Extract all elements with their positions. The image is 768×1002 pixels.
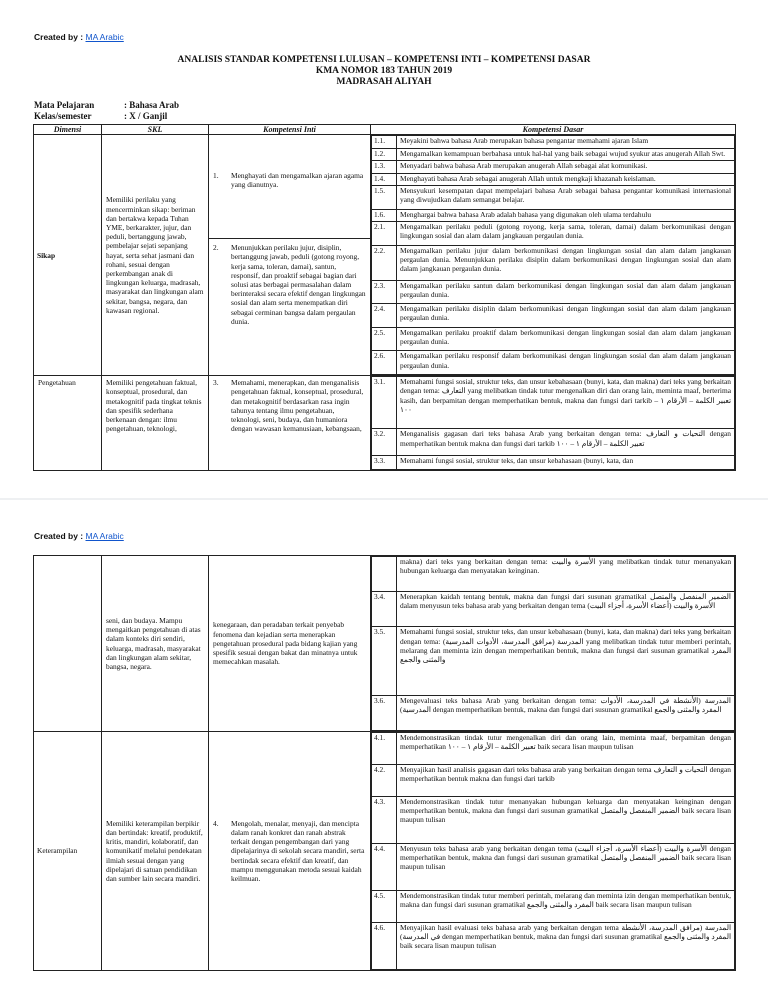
kd-text: Mengamalkan perilaku santun dalam berkomunikasi dengan lingkungan sosial dan alam dalam jangkauan pergaulan dunia.	[397, 280, 735, 304]
kd-number: 2.2.	[372, 245, 397, 280]
kd-number: 4.2.	[372, 764, 397, 796]
subject-meta	[34, 100, 179, 122]
ki-text: Menunjukkan perilaku jujur, disiplin, bertanggung jawab, peduli (gotong royong, kerja sama, toleran, damai), santun, responsif, dan proaktif sebagai bagian dari solusi atas berbagai permasalahan dalam berinteraksi secara efektif dengan lingkungan sosial dan alam serta menempatkan diri sebagai cerminan bangsa dalam pergaulan dunia.	[231, 243, 366, 326]
kd-number: 3.5.	[372, 627, 397, 696]
skl-cell: Memiliki perilaku yang mencerminkan sikap: beriman dan bertakwa kepada Tuhan YME, berkarakter, jujur, dan peduli, bertanggung jawab, pembelajar sejati sepanjang hayat, serta sehat jasmani dan rohani, sesuai dengan perkembangan anak di lingkungan keluarga, madrasah, masyarakat dan lingkungan alam sekitar, bangsa, negara, dan kawasan regional.	[102, 135, 209, 376]
kd-row	[372, 627, 735, 696]
kd-text: Mensyukuri kesempatan dapat mempelajari bahasa Arab sebagai bahasa pengantar komunikasi internasional yang diwujudkan dalam semangat belajar.	[397, 185, 735, 209]
kd-number: 2.6.	[372, 351, 397, 375]
skl-cell: Memiliki pengetahuan faktual, konseptual, prosedural, dan metakognitif pada tingkat teknis dan spesifik sederhana berkenaan dengan: ilmu pengetahuan, teknologi,	[102, 376, 209, 471]
kd-text: Mendemonstrasikan tindak tutur menanyakan hubungan keluarga dan menyatakan keinginan dengan memperhatikan bentuk, makna dan fungsi dari susunan gramatikal الضمير المنفصل والمتصل baik secara lisan maupun tulisan	[397, 796, 735, 843]
skl-cell: Memiliki keterampilan berpikir dan bertindak: kreatif, produktif, kritis, mandiri, kolaboratif, dan komunikatif melalui pendekatan ilmiah sesuai dengan yang dipelajari di satuan pendidikan dan sumber lain secara mandiri.	[102, 732, 209, 971]
col-header-skl: SKL	[102, 125, 209, 135]
kd-text: Mengamalkan perilaku responsif dalam berkomunikasi dengan lingkungan sosial dan alam dalam jangkauan pergaulan dunia.	[397, 351, 735, 375]
ki-4	[213, 819, 366, 883]
kd-cell	[371, 135, 736, 376]
kd-row	[372, 843, 735, 890]
kd-number: 1.4.	[372, 173, 397, 185]
pengetahuan-row	[34, 376, 736, 471]
ki-number: 2.	[213, 243, 219, 253]
competency-table-2	[33, 555, 736, 971]
kd-number: 3.1.	[372, 377, 397, 429]
kd-number: 1.2.	[372, 148, 397, 160]
kd-text: Mengamalkan perilaku jujur dalam berkomunikasi dengan lingkungan sosial dan alam dalam jangkauan pergaulan dunia. Menunjukkan perilaku disiplin dalam berkomunikasi dengan lingkungan sosial dan alam dalam jangkauan pergaulan dunia.	[397, 245, 735, 280]
kd-text: Memahami fungsi sosial, struktur teks, dan unsur kebahasaan (bunyi, kata, dan	[397, 456, 735, 470]
kd-number: 1.6.	[372, 209, 397, 221]
kd-text: Meyakini bahwa bahasa Arab merupakan bahasa pengantar memahami ajaran Islam	[397, 136, 735, 148]
kd-row	[372, 280, 735, 304]
ki-cell: kenegaraan, dan peradaban terkait penyebab fenomena dan kejadian serta menerapkan pengetahuan prosedural pada bidang kajian yang spesifik sesuai dengan bakat dan minatnya untuk memecahkan masalah.	[209, 556, 371, 732]
ki-text: Memahami, menerapkan, dan menganalisis pengetahuan faktual, konseptual, prosedural, dan metakognitif berdasarkan rasa ingin tahunya tentang ilmu pengetahuan, teknologi, seni, budaya, dan humaniora dengan wawasan kemanusiaan, kebangsaan,	[231, 378, 364, 434]
kd-cell	[371, 376, 736, 471]
kd-row	[372, 592, 735, 627]
kd-number: 1.3.	[372, 161, 397, 173]
table-header-row	[34, 125, 736, 135]
kd-row	[372, 922, 735, 969]
kd-number: 4.4.	[372, 843, 397, 890]
document-header	[0, 55, 768, 88]
kd-text: makna) dari teks yang berkaitan dengan tema: الأسرة والبيت yang melibatkan tindak tutur menanyakan hubungan keluarga dan menyatakan keinginan.	[397, 557, 735, 592]
kd-row	[372, 304, 735, 328]
header-regulation: KMA NOMOR 183 TAHUN 2019	[315, 66, 453, 76]
kd-row	[372, 796, 735, 843]
created-by-line	[34, 531, 124, 541]
ki-cell	[209, 732, 371, 971]
kd-text: Memahami fungsi sosial, struktur teks, dan unsur kebahasaan (bunyi, kata, dan makna) dari teks yang berkaitan dengan tema: المدرسة (مرافق المدرسة، الأدوات المدرسية) yang melibatkan tindak tutur memberi perintah, melarang dan meminta izin dengan memperhatikan bentuk, makna dan fungsi dari susunan gramatikal المفرد والمثنى والجمع	[397, 627, 735, 696]
dimension-cell: Pengetahuan	[34, 376, 102, 471]
kd-number: 2.3.	[372, 280, 397, 304]
kd-row	[372, 173, 735, 185]
kd-number: 3.6.	[372, 695, 397, 730]
ki-cell	[209, 376, 371, 471]
kd-row	[372, 136, 735, 148]
ki-3	[213, 378, 366, 433]
kd-text: Menghargai bahwa bahasa Arab adalah bahasa yang digunakan oleh ulama terdahulu	[397, 209, 735, 221]
author-link[interactable]: MA Arabic	[85, 531, 124, 541]
kd-row	[372, 733, 735, 765]
kd-number: 3.3.	[372, 456, 397, 470]
author-link[interactable]: MA Arabic	[85, 32, 124, 42]
sikap-row	[34, 135, 736, 376]
col-header-ki: Kompetensi Inti	[209, 125, 371, 135]
kd-row	[372, 185, 735, 209]
created-by-label: Created by :	[34, 32, 84, 42]
kd-list	[371, 135, 735, 375]
created-by-line	[34, 32, 124, 42]
class-value: : X / Ganjil	[124, 111, 168, 121]
col-header-kd: Kompetensi Dasar	[371, 125, 736, 135]
page-2	[0, 500, 768, 1002]
dimension-cell: Keterampilan	[34, 732, 102, 971]
kd-text: Menyadari bahwa bahasa Arab merupakan anugerah Allah sebagai alat komunikasi.	[397, 161, 735, 173]
kd-text: Menyajikan hasil analisis gagasan dari teks bahasa arab yang berkaitan dengan tema التحيات و التعارف dengan memperhatikan bentuk makna dan fungsi dari tarkib	[397, 764, 735, 796]
ki-number: 1.	[213, 171, 219, 181]
kd-row	[372, 209, 735, 221]
ki-1	[209, 135, 370, 239]
kd-list	[371, 376, 735, 470]
kd-text: Menyusun teks bahasa arab yang berkaitan dengan tema الأسرة والبيت (أعضاء الأسرة، أجزاء البيت) dengan memperhatikan bentuk, makna dan fungsi dari susunan gramatikal الضمير المنفصل والمتصل baik secara lisan maupun tulisan	[397, 843, 735, 890]
kd-number: 2.5.	[372, 327, 397, 351]
kd-cell	[371, 732, 736, 971]
kd-row	[372, 327, 735, 351]
kd-row	[372, 890, 735, 922]
kd-row	[372, 456, 735, 470]
kd-number: 3.4.	[372, 592, 397, 627]
kd-text: Mengamalkan kemampuan berbahasa untuk hal-hal yang baik sebagai wujud syukur atas anugerah Allah Swt.	[397, 148, 735, 160]
kd-number: 2.1.	[372, 222, 397, 246]
kd-text: Mendemonstrasikan tindak tutur memberi perintah, melarang dan meminta izin dengan memperhatikan bentuk, makna dan fungsi dari susunan gramatikal المفرد والمثنى والجمع baik secara lisan maupun tulisan	[397, 890, 735, 922]
ki-2	[209, 239, 370, 326]
kd-text: Mengevaluasi teks bahasa Arab yang berkaitan dengan tema: المدرسة (الأنشطة في المدرسة، الأدوات المدرسية) dengan memperhatikan bentuk, makna dan fungsi dari susunan gramatikal المفرد والمثنى والجمع	[397, 695, 735, 730]
kd-list	[371, 732, 735, 970]
kd-number: 4.6.	[372, 922, 397, 969]
kd-text: Menghayati bahasa Arab sebagai anugerah Allah untuk mengkaji khazanah keislaman.	[397, 173, 735, 185]
col-header-dimensi: Dimensi	[34, 125, 102, 135]
kd-number: 1.1.	[372, 136, 397, 148]
kd-number: 4.1.	[372, 733, 397, 765]
kd-number: 4.5.	[372, 890, 397, 922]
kd-text: Menganalisis gagasan dari teks bahasa Arab yang berkaitan dengan tema: التحيات و التعارف dengan memperhatikan bentuk makna dan fungsi dari tarkib تعبير الكلمة – الأرقام ١ – ١٠٠	[397, 429, 735, 456]
kd-text: Mengamalkan perilaku disiplin dalam berkomunikasi dengan lingkungan sosial dan alam dalam jangkauan pergaulan dunia.	[397, 304, 735, 328]
kd-row	[372, 695, 735, 730]
kd-row	[372, 222, 735, 246]
competency-table-1	[33, 124, 736, 471]
kd-row	[372, 429, 735, 456]
kd-text: Memahami fungsi sosial, struktur teks, dan unsur kebahasaan (bunyi, kata, dan makna) dari teks yang berkaitan dengan tema: التعارف yang melibatkan tindak tutur mengenalkan diri dan orang lain, meminta maaf, berterima kasih, dan berpamitan dengan memperhatikan bentuk, makna dan fungsi dari tarkib تعبير الكلمة – الأرقام ١ – ١٠٠	[397, 377, 735, 429]
kd-row	[372, 351, 735, 375]
header-school: MADRASAH ALIYAH	[336, 77, 432, 87]
ki-cell	[209, 135, 371, 376]
kd-row	[372, 245, 735, 280]
dimension-cell: Sikap	[34, 135, 102, 376]
kd-row	[372, 764, 735, 796]
dimension-cell	[34, 556, 102, 732]
ki-number: 3.	[213, 378, 219, 388]
header-title: ANALISIS STANDAR KOMPETENSI LULUSAN – KOMPETENSI INTI – KOMPETENSI DASAR	[177, 55, 591, 65]
kd-number: 4.3.	[372, 796, 397, 843]
kd-row	[372, 161, 735, 173]
kd-row	[372, 148, 735, 160]
kd-number: 1.5.	[372, 185, 397, 209]
pengetahuan-row-cont	[34, 556, 736, 732]
skl-cell: seni, dan budaya. Mampu mengaitkan pengetahuan di atas dalam konteks diri sendiri, keluarga, madrasah, masyarakat dan lingkungan alam sekitar, bangsa, negara.	[102, 556, 209, 732]
ki-text: Menghayati dan mengamalkan ajaran agama yang dianutnya.	[231, 171, 364, 190]
kd-cell	[371, 556, 736, 732]
kd-number	[372, 557, 397, 592]
created-by-label: Created by :	[34, 531, 84, 541]
kd-number: 3.2.	[372, 429, 397, 456]
page-1	[0, 0, 768, 500]
kd-text: Mengamalkan perilaku proaktif dalam berkomunikasi dengan lingkungan sosial dan alam dalam jangkauan pergaulan dunia.	[397, 327, 735, 351]
keterampilan-row	[34, 732, 736, 971]
kd-number: 2.4.	[372, 304, 397, 328]
kd-list	[371, 556, 735, 731]
subject-key: Mata Pelajaran	[34, 100, 95, 110]
kd-row	[372, 557, 735, 592]
subject-value: : Bahasa Arab	[124, 100, 180, 110]
class-key: Kelas/semester	[34, 111, 92, 121]
ki-number: 4.	[213, 818, 219, 828]
kd-text: Menyajikan hasil evaluasi teks bahasa arab yang berkaitan dengan tema المدرسة (مرافق المدرسة، الأنشطة في المدرسة) dengan memperhatikan bentuk, makna dan fungsi dari susunan gramatikal المفرد والمثنى والجمع baik secara lisan maupun tulisan	[397, 922, 735, 969]
kd-row	[372, 377, 735, 429]
kd-text: Mendemonstrasikan tindak tutur mengenalkan diri dan orang lain, meminta maaf, berpamitan dengan memperhatikan تعبير الكلمة – الأرقام ١ – ١٠٠ baik secara lisan maupun tulisan	[397, 733, 735, 765]
kd-text: Menerapkan kaidah tentang bentuk, makna dan fungsi dari susunan gramatikal الضمير المنفصل والمتصل dalam menyusun teks bahasa arab yang berkaitan dengan tema الأسرة والبيت (أعضاء الأسرة، أجزاء البيت)	[397, 592, 735, 627]
ki-text: Mengolah, menalar, menyaji, dan mencipta dalam ranah konkret dan ranah abstrak terkait dengan pengembangan dari yang dipelajarinya di sekolah secara mandiri, serta bertindak secara efektif dan kreatif, dan mampu menggunakan metoda sesuai kaidah keilmuan.	[231, 818, 365, 883]
kd-text: Mengamalkan perilaku peduli (gotong royong, kerja sama, toleran, damai) dalam berkomunikasi dengan lingkungan sosial dan alam dalam jangkauan pergaulan dunia.	[397, 222, 735, 246]
